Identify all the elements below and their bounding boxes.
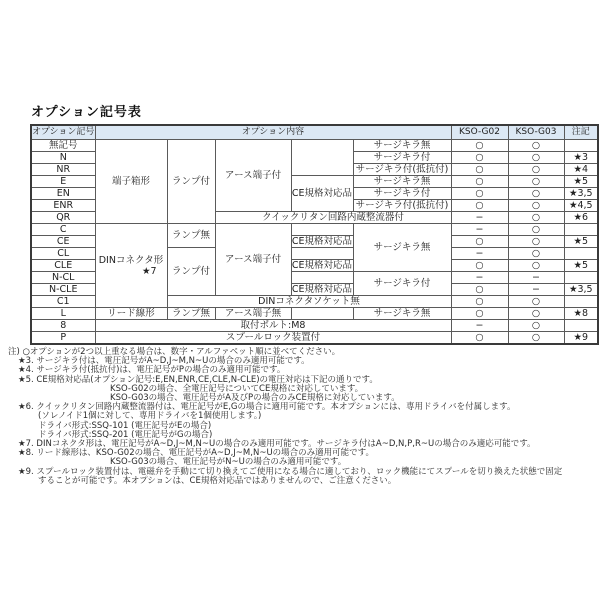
surge-killer-cell: サージキラ付 [353, 152, 451, 164]
option-symbol-cell: N-CL [31, 272, 95, 284]
mount-type-cell [95, 224, 167, 308]
table-row [31, 308, 598, 320]
kso-g03-mark: ○ [508, 332, 564, 345]
kso-g02-mark: ○ [451, 200, 508, 212]
kso-g03-mark: ○ [508, 308, 564, 320]
kso-g03-mark: ○ [508, 224, 564, 236]
note-line: ★9. スプールロック装置付は、電磁弁を手動にて切り換えてご使用になる場合に適しており、ロック機能にてスプールを切り換えた状態で固定 [18, 466, 563, 477]
option-symbol-cell: CE [31, 236, 95, 248]
note-line: KSO-G03の場合、電圧記号がN~Uの場合のみ適用可能です。 [110, 457, 347, 468]
page-title: オプション記号表 [31, 105, 142, 120]
note-ref-cell: ★4,5 [564, 200, 598, 212]
lamp-cell: ランプ付 [167, 248, 215, 296]
option-symbol-table [30, 124, 599, 345]
note-line: ★6. クイックリタン回路内蔵整流器付は、電圧記号がE,Gの場合に適用可能です。本オプションには、専用ドライバを付属します。 [18, 402, 516, 413]
header-option-content: オプション内容 [95, 125, 451, 140]
header-kso-g02: KSO-G02 [451, 125, 508, 140]
option-symbol-cell: 無記号 [31, 140, 95, 152]
option-content-cell: スプールロック装置付 [95, 332, 451, 345]
option-symbol-cell: C1 [31, 296, 95, 308]
note-ref-cell [564, 320, 598, 332]
header-row [31, 125, 598, 140]
option-content-cell: クイックリタン回路内蔵整流器付 [215, 212, 451, 224]
mount-type-cell: リード線形 [95, 308, 167, 320]
kso-g02-mark: ○ [451, 260, 508, 272]
note-ref-cell [564, 296, 598, 308]
kso-g02-mark: ○ [451, 308, 508, 320]
surge-killer-cell: サージキラ付(抵抗付) [353, 164, 451, 176]
kso-g02-mark: − [451, 320, 508, 332]
note-line: 注) ○オプションが2つ以上重なる場合は、数字・アルファベット順に並べてください。 [8, 347, 341, 357]
option-symbol-cell: EN [31, 188, 95, 200]
note-ref-cell: ★9 [564, 332, 598, 345]
note-ref-cell [564, 224, 598, 236]
option-symbol-cell: NR [31, 164, 95, 176]
note-ref-cell: ★6 [564, 212, 598, 224]
note-line: KSO-G02の場合、全電圧記号についてCE規格に対応しています。 [110, 383, 364, 394]
note-ref-cell: ★3,5 [564, 284, 598, 296]
lamp-cell: ランプ無 [167, 224, 215, 248]
kso-g03-mark: − [508, 284, 564, 296]
option-content-cell: DINコネクタソケット無 [167, 296, 451, 308]
kso-g03-mark: ○ [508, 260, 564, 272]
ce-compliance-cell [291, 248, 353, 260]
surge-killer-cell: サージキラ付 [353, 272, 451, 296]
note-line: KSO-G03の場合、電圧記号がA及びPの場合のみCE規格に対応しています。 [110, 393, 400, 404]
header-note: 注記 [564, 125, 598, 140]
kso-g02-mark: ○ [451, 152, 508, 164]
ce-compliance-cell [291, 224, 353, 236]
option-symbol-cell: ENR [31, 200, 95, 212]
kso-g02-mark: ○ [451, 164, 508, 176]
kso-g03-mark: ○ [508, 212, 564, 224]
surge-killer-cell: サージキラ付(抵抗付) [353, 200, 451, 212]
option-symbol-cell: N-CLE [31, 284, 95, 296]
kso-g02-mark: − [451, 212, 508, 224]
option-content-cell: 取付ボルト:M8 [95, 320, 451, 332]
note-line: ★7. DINコネクタ形は、電圧記号がA~D,J~M,N~Uの場合のみ適用可能です。サージキラ付はA~D,N,P,R~Uの場合のみ適応可能です。 [18, 439, 536, 450]
surge-killer-cell: サージキラ付 [353, 188, 451, 200]
note-line: (ソレノイド1個に対して、専用ドライバを1個使用します。) [38, 411, 262, 422]
kso-g03-mark: ○ [508, 296, 564, 308]
kso-g02-mark: ○ [451, 188, 508, 200]
kso-g02-mark: ○ [451, 236, 508, 248]
lamp-cell: ランプ付 [167, 140, 215, 224]
note-ref-cell: ★5 [564, 236, 598, 248]
kso-g02-mark: − [451, 272, 508, 284]
option-symbol-cell: CLE [31, 260, 95, 272]
note-line: ドライバ形式:SSQ-101 (電圧記号がEの場合) [38, 420, 212, 431]
kso-g02-mark: ○ [451, 332, 508, 345]
ce-compliance-cell [291, 272, 353, 284]
din-connector-note-ref: ★7 [141, 265, 157, 277]
kso-g02-mark: ○ [451, 140, 508, 152]
lamp-cell: ランプ無 [167, 308, 215, 320]
kso-g03-mark: ○ [508, 200, 564, 212]
note-line: ★5. CE規格対応品(オプション記号:E,EN,ENR,CE,CLE,N-CLE)の電圧対応は下記の通りです。 [18, 374, 378, 385]
surge-killer-cell: サージキラ無 [353, 176, 451, 188]
table-row [31, 140, 598, 152]
kso-g02-mark: ○ [451, 284, 508, 296]
earth-terminal-cell: アース端子無 [215, 308, 291, 320]
kso-g02-mark: − [451, 224, 508, 236]
kso-g03-mark: ○ [508, 248, 564, 260]
note-ref-cell: ★3,5 [564, 188, 598, 200]
ce-compliance-cell: CE規格対応品 [291, 236, 353, 247]
header-kso-g03: KSO-G03 [508, 125, 564, 140]
kso-g03-mark: − [508, 272, 564, 284]
table-row [31, 320, 598, 332]
option-symbol-cell: L [31, 308, 95, 320]
note-line: ★3. サージキラ付は、電圧記号がA~D,J~M,N~Uの場合のみ適用可能です。 [18, 356, 310, 367]
table-row [31, 224, 598, 236]
kso-g03-mark: ○ [508, 164, 564, 176]
note-ref-cell [564, 140, 598, 152]
option-symbol-cell: N [31, 152, 95, 164]
kso-g03-mark: ○ [508, 320, 564, 332]
option-symbol-cell: QR [31, 212, 95, 224]
surge-killer-cell: サージキラ無 [353, 140, 451, 152]
note-line: ★8. リード線形は、KSO-G02の場合、電圧記号がA~D,J~M,N~Uの場合のみ適用可能です。 [18, 448, 374, 459]
earth-terminal-cell: アース端子付 [215, 224, 291, 296]
kso-g03-mark: ○ [508, 140, 564, 152]
kso-g02-mark: ○ [451, 176, 508, 188]
option-symbol-cell: 8 [31, 320, 95, 332]
note-ref-cell: ★3 [564, 152, 598, 164]
ce-compliance-cell: CE規格対応品 [291, 176, 353, 212]
table-row [31, 332, 598, 345]
surge-killer-cell: サージキラ無 [353, 308, 451, 320]
note-ref-cell [564, 248, 598, 260]
note-line: ドライバ形式:SSQ-201 (電圧記号がGの場合) [38, 429, 213, 440]
kso-g03-mark: ○ [508, 152, 564, 164]
kso-g02-mark: − [451, 248, 508, 260]
note-ref-cell: ★5 [564, 176, 598, 188]
note-line: ★4. サージキラ付(抵抗付)は、電圧記号がPの場合のみ適用可能です。 [18, 365, 286, 376]
option-symbol-cell: CL [31, 248, 95, 260]
note-ref-cell: ★8 [564, 308, 598, 320]
option-symbol-cell: E [31, 176, 95, 188]
option-symbol-cell: C [31, 224, 95, 236]
kso-g03-mark: ○ [508, 176, 564, 188]
kso-g03-mark: ○ [508, 236, 564, 248]
notes-section [8, 348, 562, 486]
surge-killer-cell: サージキラ無 [353, 224, 451, 272]
note-ref-cell: ★5 [564, 260, 598, 272]
kso-g03-mark: ○ [508, 188, 564, 200]
ce-compliance-cell: CE規格対応品 [291, 260, 353, 271]
ce-compliance-cell: CE規格対応品 [291, 284, 353, 295]
note-ref-cell [564, 272, 598, 284]
din-connector-label: DINコネクタ形 [98, 254, 164, 266]
kso-g02-mark: ○ [451, 296, 508, 308]
note-line: することが可能です。本オプションは、CE規格対応品ではありませんので、ご注意ください。 [38, 475, 397, 486]
earth-terminal-cell: アース端子付 [215, 140, 291, 212]
note-ref-cell: ★4 [564, 164, 598, 176]
header-option-symbol: オプション記号 [31, 125, 95, 140]
ce-compliance-cell [291, 308, 353, 320]
ce-compliance-cell [291, 140, 353, 176]
mount-type-cell: 端子箱形 [95, 140, 167, 224]
option-symbol-cell: P [31, 332, 95, 345]
